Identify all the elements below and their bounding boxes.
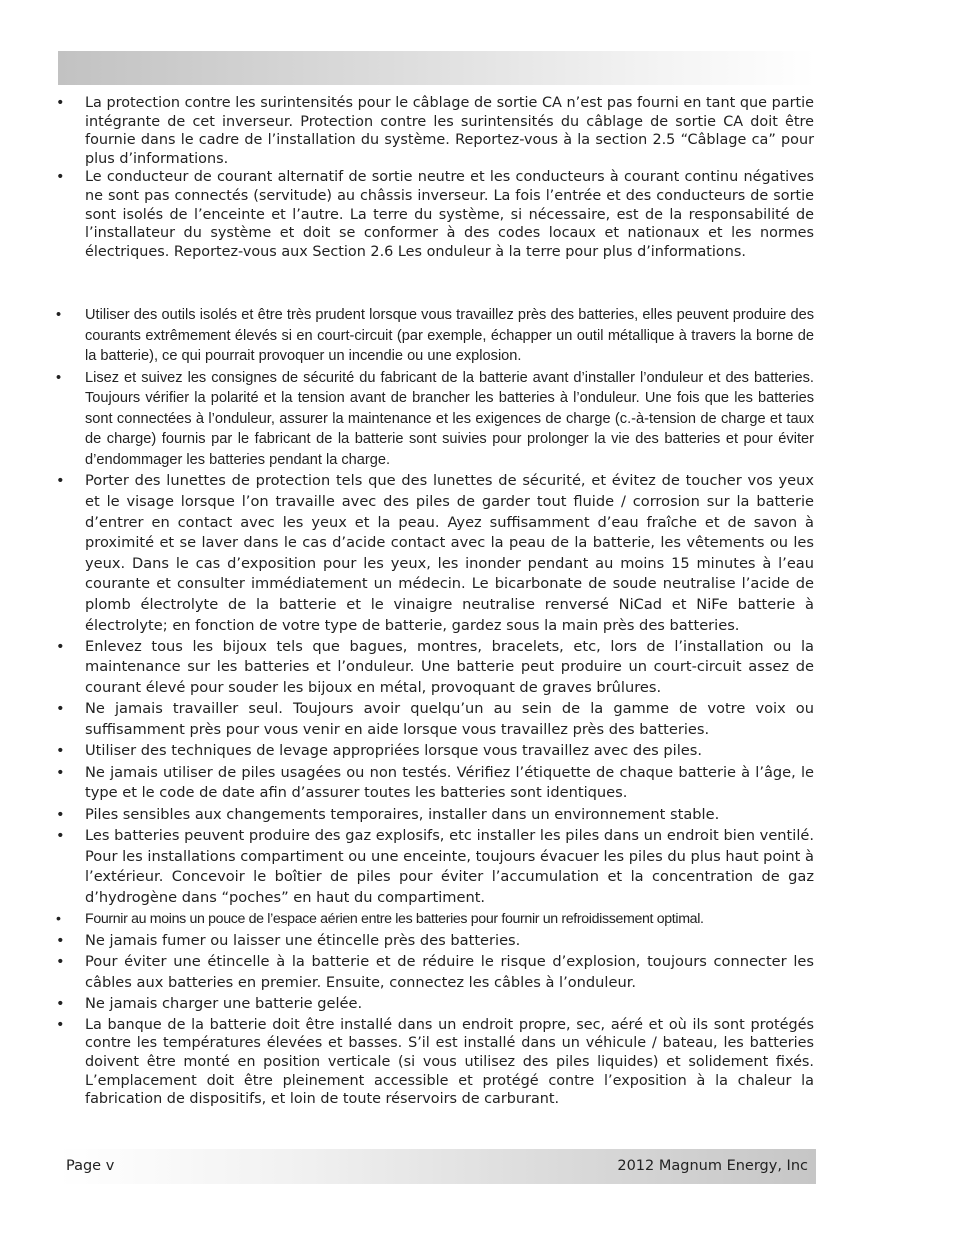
list-item: • Ne jamais utiliser de piles usagées ou non testés. Vérifiez l’étiquette de chaque batterie à l’âge, le type et le code de date afin d’assurer toutes les batteries sont identiques. [54, 763, 814, 804]
company-copyright: 2012 Magnum Energy, Inc [617, 1158, 808, 1174]
list-item: • Pour éviter une étincelle à la batterie et de réduire le risque d’explosion, toujours connecter les câbles aux batteries en premier. Ensuite, connectez les câbles à l’onduleur. [54, 952, 814, 993]
battery-safety-list [54, 305, 814, 1110]
list-item: • Utiliser des outils isolés et être très prudent lorsque vous travaillez près des batteries, elles peuvent produire des courants extrêmement élevés si en court-circuit (par exemple, échapper un outil métallique à travers la borne de la batterie), ce qui pourrait provoquer un incendie ou une explosion. [54, 305, 814, 367]
list-item: • Les batteries peuvent produire des gaz explosifs, etc installer les piles dans un endroit bien ventilé. Pour les installations compartiment ou une enceinte, toujours évacuer les piles du plus haut point à l’extérieur. Concevoir le boîtier de piles pour éviter l’accumulation et la concentration de gaz d’hydrogène dans “poches” en haut du compartiment. [54, 826, 814, 908]
list-item: • Lisez et suivez les consignes de sécurité du fabricant de la batterie avant d’installer l’onduleur et des batteries. Toujours vérifier la polarité et la tension avant de brancher les batteries à l’onduleur. Une fois que les batteries sont connectées à l’onduleur, assurer la maintenance et les exigences de charge (c.-à-tension de charge et taux de charge) fournis par le fabricant de la batterie sont suivies pour prolonger la vie des batteries et pour éviter d’endommager les batteries pendant la charge. [54, 368, 814, 471]
list-item: • Ne jamais travailler seul. Toujours avoir quelqu’un au sein de la gamme de votre voix ou suffisamment près pour vous venir en aide lorsque vous travaillez près des batteries. [54, 699, 814, 740]
list-item: • Utiliser des techniques de levage appropriées lorsque vous travaillez avec des piles. [54, 741, 814, 762]
list-item: • La protection contre les surintensités pour le câblage de sortie CA n’est pas fourni en tant que partie intégrante de cet inverseur. Protection contre les surintensités du câblage de sortie CA doit être fournie dans le cadre de l’installation du système. Reportez-vous à la section 2.5 “Câblage ca” pour plus d’informations. [54, 94, 814, 168]
list-item: • Porter des lunettes de protection tels que des lunettes de sécurité, et évitez de toucher vos yeux et le visage lorsque l’on travaille avec des piles de garder tout fluide / corrosion sur la batterie d’entrer en contact avec les yeux et la peau. Ayez suffisamment d’eau fraîche et de savon à proximité et se laver dans le cas d’acide contact avec la peau de la batterie, les vêtements ou les yeux. Dans le cas d’exposition pour les yeux, les inonder pendant au moins 15 minutes à l’eau courante et consulter immédiatement un médecin. Le bicarbonate de soude neutralise l’acide de plomb électrolyte de la batterie et le vinaigre neutralise renversé NiCad et NiFe batterie à électrolyte; en fonction de votre type de batterie, gardez sous la main près des batteries. [54, 471, 814, 636]
header-band [58, 51, 816, 85]
list-item: • Ne jamais fumer ou laisser une étincelle près des batteries. [54, 931, 814, 952]
list-item: • Enlevez tous les bijoux tels que bagues, montres, bracelets, etc, lors de l’installation ou la maintenance sur les batteries et l’onduleur. Une batterie peut produire un court-circuit assez de courant élevé pour souder les bijoux en métal, provoquant de graves brûlures. [54, 637, 814, 699]
list-item: • Piles sensibles aux changements temporaires, installer dans un environnement stable. [54, 805, 814, 826]
list-item: • Fournir au moins un pouce de l’espace aérien entre les batteries pour fournir un refroidissement optimal. [54, 909, 814, 930]
page-footer [58, 1149, 816, 1184]
page-number: Page v [66, 1158, 115, 1174]
list-item: • Ne jamais charger une batterie gelée. [54, 994, 814, 1015]
list-item: • La banque de la batterie doit être installé dans un endroit propre, sec, aéré et où ils sont protégés contre les températures élevées et basses. S’il est installé dans un véhicule / bateau, les batteries doivent être monté en position verticale (si vous utilisez des piles liquides) et solidement fixés. L’emplacement doit être pleinement accessible et protégé contre l’exposition à la chaleur la fabrication de dispositifs, et loin de toute réservoirs de carburant. [54, 1016, 814, 1110]
notes-list-output-wiring [54, 94, 814, 261]
list-item: • Le conducteur de courant alternatif de sortie neutre et les conducteurs à courant continu négatives ne sont pas connectés (servitude) au châssis inverseur. La fois l’entrée et des conducteurs de sortie sont isolés de l’enceinte et l’autre. La terre du système, si nécessaire, est de la responsabilité de l’installateur du système et doit se conformer à des codes locaux et nationaux et les normes électriques. Reportez-vous aux Section 2.6 Les onduleur à la terre pour plus d’informations. [54, 168, 814, 261]
